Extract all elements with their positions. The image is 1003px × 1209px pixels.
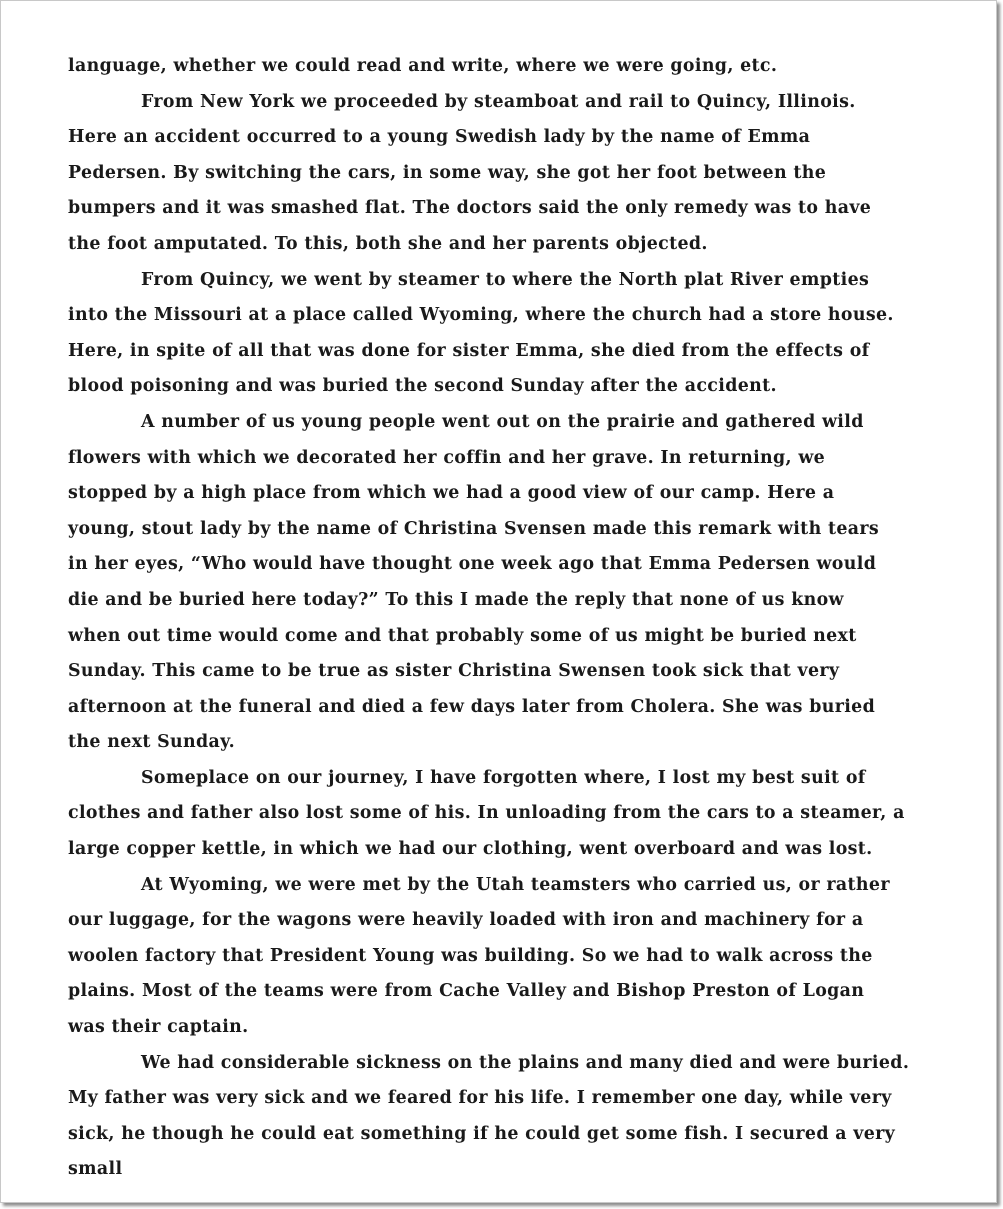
- document-body: [68, 49, 948, 1188]
- text-line: the foot amputated. To this, both she and her parents objected.: [68, 233, 708, 254]
- text-line: A number of us young people went out on the prairie and gathered wild: [141, 411, 864, 432]
- text-line: language, whether we could read and write, where we were going, etc.: [68, 56, 778, 76]
- text-line: when out time would come and that probably some of us might be buried next: [68, 625, 857, 646]
- text-line: bumpers and it was smashed flat. The doctors said the only remedy was to have: [68, 198, 872, 219]
- text-line: From Quincy, we went by steamer to where the North plat River empties: [141, 269, 870, 290]
- text-line: Sunday. This came to be true as sister Christina Swensen took sick that very: [68, 661, 840, 682]
- text-line: the next Sunday.: [68, 732, 235, 753]
- text-line: small: [68, 1159, 123, 1180]
- text-line: Here, in spite of all that was done for sister Emma, she died from the effects of: [68, 340, 870, 361]
- text-line: At Wyoming, we were met by the Utah teamsters who carried us, or rather: [141, 874, 890, 895]
- text-line: Someplace on our journey, I have forgotten where, I lost my best suit of: [141, 767, 866, 788]
- text-line: clothes and father also lost some of his. In unloading from the cars to a steamer, a: [68, 803, 905, 824]
- text-line: into the Missouri at a place called Wyoming, where the church had a store house.: [68, 305, 894, 326]
- text-line: My father was very sick and we feared for his life. I remember one day, while very: [68, 1088, 892, 1109]
- text-line: young, stout lady by the name of Christina Svensen made this remark with tears: [68, 518, 880, 539]
- text-line: was their captain.: [68, 1017, 249, 1038]
- text-line: flowers with which we decorated her coffin and her grave. In returning, we: [68, 447, 826, 468]
- text-line: We had considerable sickness on the plains and many died and were buried.: [141, 1052, 910, 1073]
- text-line: die and be buried here today?” To this I made the reply that none of us know: [68, 589, 844, 610]
- text-line: blood poisoning and was buried the second Sunday after the accident.: [68, 376, 777, 397]
- text-line: plains. Most of the teams were from Cache Valley and Bishop Preston of Logan: [68, 981, 865, 1002]
- text-line: afternoon at the funeral and died a few days later from Cholera. She was buried: [68, 696, 876, 717]
- text-line: Here an accident occurred to a young Swedish lady by the name of Emma: [68, 127, 811, 148]
- text-line: large copper kettle, in which we had our clothing, went overboard and was lost.: [68, 839, 873, 860]
- text-line: woolen factory that President Young was building. So we had to walk across the: [68, 945, 873, 966]
- text-line: Pedersen. By switching the cars, in some way, she got her foot between the: [68, 162, 827, 183]
- text-line: sick, he though he could eat something if he could get some fish. I secured a very: [68, 1123, 896, 1144]
- text-line: stopped by a high place from which we had a good view of our camp. Here a: [68, 483, 835, 504]
- text-line: in her eyes, “Who would have thought one week ago that Emma Pedersen would: [68, 554, 877, 575]
- text-line: From New York we proceeded by steamboat and rail to Quincy, Illinois.: [141, 91, 856, 112]
- text-line: our luggage, for the wagons were heavily loaded with iron and machinery for a: [68, 910, 864, 931]
